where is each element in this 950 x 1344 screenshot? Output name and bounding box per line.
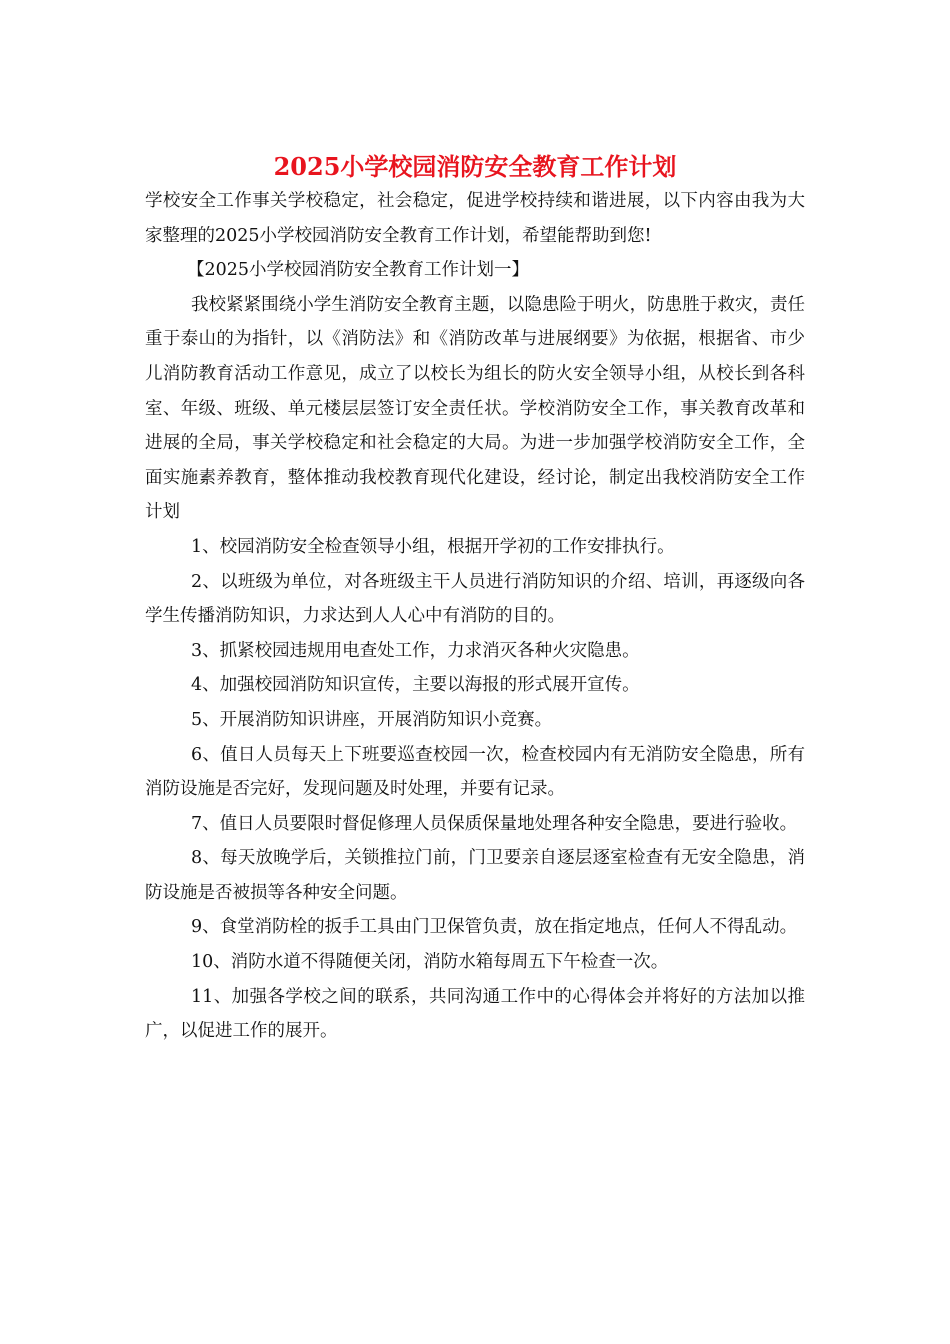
section-heading: 【2025小学校园消防安全教育工作计划一】 (187, 260, 530, 281)
list-item: 8、每天放晚学后，关锁推拉门前，门卫要亲自逐层逐室检查有无安全隐患，消防设施是否被损等各种安全问题。 (145, 848, 805, 903)
list-item: 3、抓紧校园违规用电查处工作，力求消灭各种火灾隐患。 (191, 640, 640, 661)
list-item: 5、开展消防知识讲座，开展消防知识小竞赛。 (191, 709, 553, 730)
document-page (145, 150, 805, 1049)
list-item: 4、加强校园消防知识宣传，主要以海报的形式展开宣传。 (191, 675, 640, 696)
document-title: 2025小学校园消防安全教育工作计划 (273, 152, 677, 181)
list-item: 11、加强各学校之间的联系，共同沟通工作中的心得体会并将好的方法加以推广，以促进工作的展开。 (145, 986, 805, 1042)
list-item: 7、值日人员要限时督促修理人员保质保量地处理各种安全隐患，要进行验收。 (191, 813, 798, 834)
intro-paragraph: 学校安全工作事关学校稳定，社会稳定，促进学校持续和谐进展，以下内容由我为大家整理的2025小学校园消防安全教育工作计划，希望能帮助到您! (145, 191, 805, 246)
list-item: 9、食堂消防栓的扳手工具由门卫保管负责，放在指定地点，任何人不得乱动。 (191, 917, 798, 938)
list-item: 6、值日人员每天上下班要巡查校园一次，检查校园内有无消防安全隐患，所有消防设施是否完好，发现问题及时处理，并要有记录。 (145, 744, 805, 800)
list-item: 2、以班级为单位，对各班级主干人员进行消防知识的介绍、培训，再逐级向各学生传播消防知识，力求达到人人心中有消防的目的。 (145, 571, 805, 627)
list-item: 10、消防水道不得随便关闭，消防水箱每周五下午检查一次。 (191, 952, 669, 973)
body-paragraph: 我校紧紧围绕小学生消防安全教育主题，以隐患险于明火，防患胜于救灾，责任重于泰山的为指针，以《消防法》和《消防改革与进展纲要》为依据，根据省、市少儿消防教育活动工作意见，成立了以校长为组长的防火安全领导小组，从校长到各科室、年级、班级、单元楼层层签订安全责任状。学校消防安全工作，事关教育改革和进展的全局，事关学校稳定和社会稳定的大局。为进一步加强学校消防安全工作，全面实施素养教育，整体推动我校教育现代化建设，经讨论，制定出我校消防安全工作计划 (145, 294, 805, 523)
list-item: 1、校园消防安全检查领导小组，根据开学初的工作安排执行。 (191, 536, 675, 557)
